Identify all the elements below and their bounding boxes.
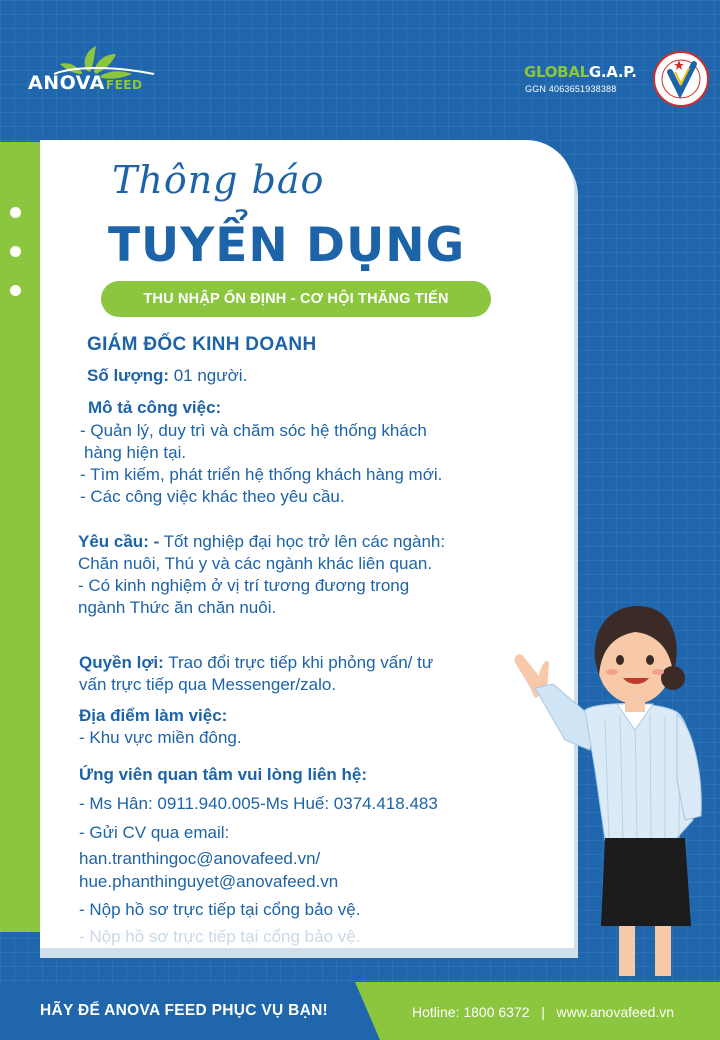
side-strip <box>0 142 40 932</box>
footer-hotline[interactable]: Hotline: 1800 6372 | www.anovafeed.vn <box>412 1004 675 1020</box>
position-title: GIÁM ĐỐC KINH DOANH <box>87 334 317 355</box>
requirements-line: ngành Thức ăn chăn nuôi. <box>78 598 277 617</box>
tagline-pill: THU NHẬP ỔN ĐỊNH - CƠ HỘI THĂNG TIẾN <box>101 281 491 317</box>
requirements-line: - Có kinh nghiệm ở vị trí tương đương trong <box>78 576 410 595</box>
contact-phone: - Ms Hân: 0911.940.005-Ms Huế: 0374.418.483 <box>79 794 438 813</box>
logo-wordmark: ANOVAFEED <box>28 72 143 94</box>
binder-hole <box>10 285 21 296</box>
globalgap-number: GGN 4063651938388 <box>525 84 617 94</box>
quantity-line: Số lượng: 01 người. <box>87 366 248 385</box>
requirements-line: Chăn nuôi, Thú y và các ngành khác liên quan. <box>78 554 433 573</box>
notice-script-title: Thông báo <box>112 158 325 202</box>
benefits-first-line: Quyền lợi: Trao đổi trực tiếp khi phỏng vấn/ tư <box>79 653 434 672</box>
globalgap-title: GLOBALG.A.P. <box>524 63 637 81</box>
description-line: - Quản lý, duy trì và chăm sóc hệ thống khách <box>80 421 427 440</box>
submit-line-faded: - Nộp hồ sơ trực tiếp tại cổng bảo vệ. <box>79 927 361 946</box>
email-link[interactable]: han.tranthingoc@anovafeed.vn/ <box>79 849 321 868</box>
footer-slogan: HÃY ĐỂ ANOVA FEED PHỤC VỤ BẠN! <box>40 1002 329 1019</box>
location-value: - Khu vực miền đông. <box>79 728 242 747</box>
woman-illustration-icon <box>505 580 720 980</box>
contact-label: Ứng viên quan tâm vui lòng liên hệ: <box>79 765 368 784</box>
page-title: TUYỂN DỤNG <box>108 218 466 273</box>
description-line: hàng hiện tại. <box>84 443 187 462</box>
email-link[interactable]: hue.phanthinguyet@anovafeed.vn <box>79 872 339 891</box>
contact-cv: - Gửi CV qua email: <box>79 823 230 842</box>
submit-line: - Nộp hồ sơ trực tiếp tại cổng bảo vệ. <box>79 900 361 919</box>
benefits-line: vấn trực tiếp qua Messenger/zalo. <box>79 675 337 694</box>
binder-hole <box>10 207 21 218</box>
location-label: Địa điểm làm việc: <box>79 706 228 725</box>
binder-hole <box>10 246 21 257</box>
description-line: - Tìm kiếm, phát triển hệ thống khách hàng mới. <box>80 465 443 484</box>
description-line: - Các công việc khác theo yêu cầu. <box>80 487 345 506</box>
description-label: Mô tả công việc: <box>88 398 222 417</box>
requirements-first-line: Yêu cầu: - Tốt nghiệp đại học trở lên các ngành: <box>78 532 446 551</box>
quality-badge-icon <box>652 50 710 108</box>
